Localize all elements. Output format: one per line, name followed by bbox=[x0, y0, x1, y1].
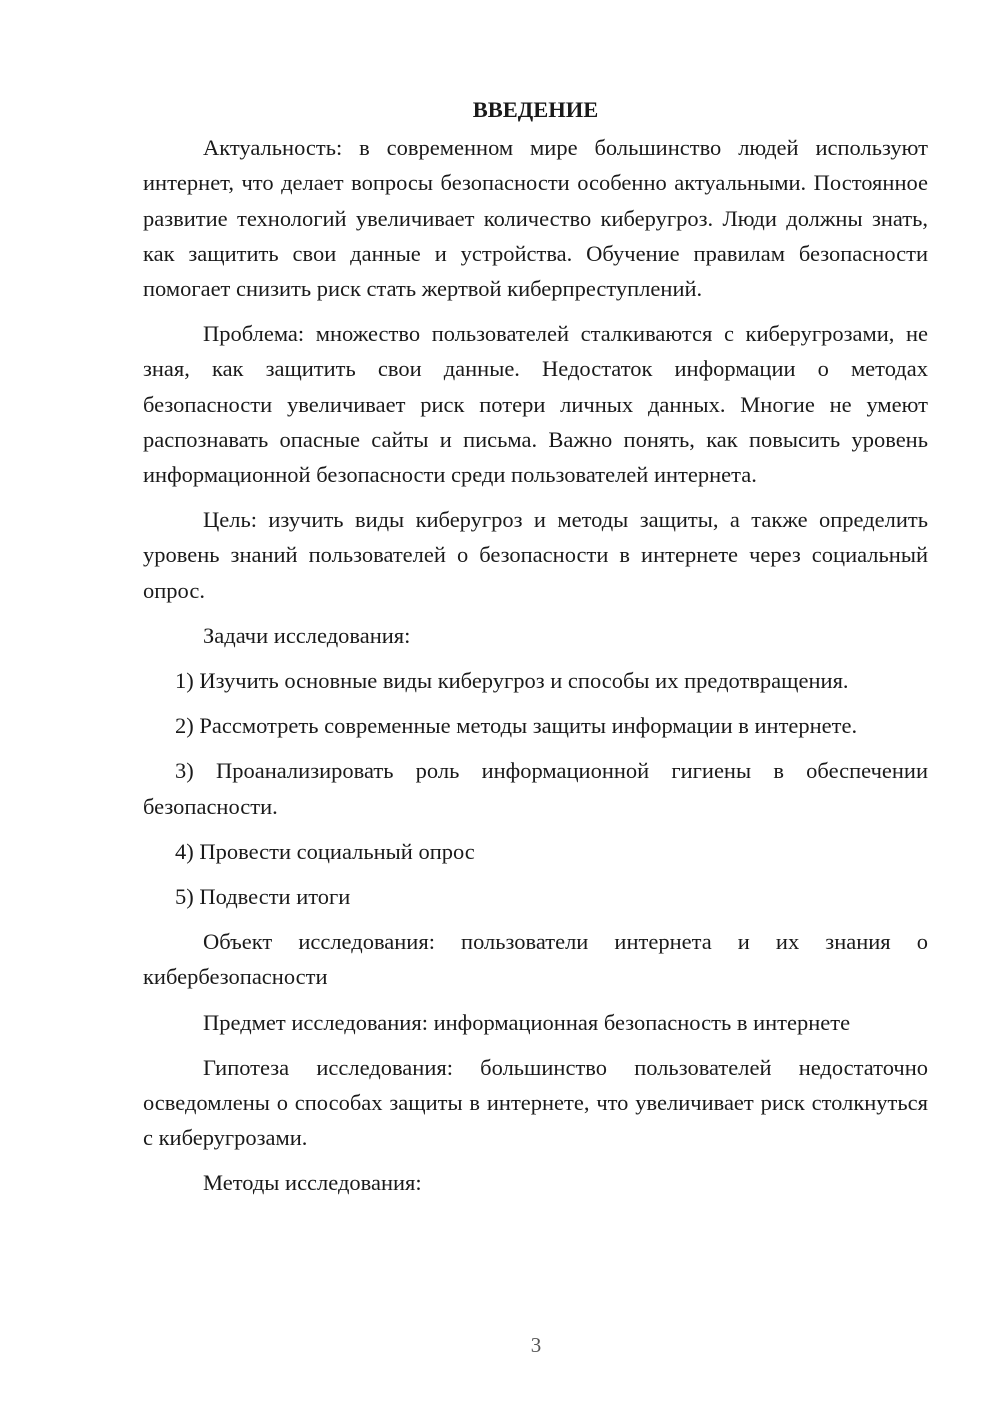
task-item: 5) Подвести итоги bbox=[175, 884, 351, 910]
paragraph-problem: Проблема: множество пользователей сталкиваются с киберугрозами, не зная, как защитить свои данные. Недостаток информации о методах безопасности увеличивает риск потери личных данных. Многие не умеют распознавать опасные сайты и письма. Важно понять, как повысить уровень информационной безопасности среди пользователей интернета. bbox=[143, 321, 928, 488]
task-item: 2) Рассмотреть современные методы защиты информации в интернете. bbox=[175, 713, 858, 739]
paragraph-methods: Методы исследования: bbox=[203, 1170, 422, 1196]
task-item: 4) Провести социальный опрос bbox=[175, 838, 475, 864]
paragraph-goal: Цель: изучить виды киберугроз и методы защиты, а также определить уровень знаний пользователей о безопасности в интернете через социальный опрос. bbox=[143, 507, 928, 603]
task-item: 3) Проанализировать роль информационной гигиены в обеспечении безопасности. bbox=[143, 758, 928, 819]
paragraph-hypothesis: Гипотеза исследования: большинство пользователей недостаточно осведомлены о способах защиты в интернете, что увеличивает риск столкнуться с киберугрозами. bbox=[143, 1054, 928, 1151]
paragraph-tasks-intro: Задачи исследования: bbox=[203, 622, 411, 648]
paragraph-object: Объект исследования: пользователи интернета и их знания о кибербезопасности bbox=[143, 929, 928, 990]
page-content bbox=[143, 92, 928, 1211]
task-item: 1) Изучить основные виды киберугроз и способы их предотвращения. bbox=[175, 668, 849, 694]
section-heading: ВВЕДЕНИЕ bbox=[472, 97, 599, 122]
paragraph-subject: Предмет исследования: информационная безопасность в интернете bbox=[203, 1009, 851, 1035]
page-number: 3 bbox=[530, 1333, 542, 1357]
paragraph-relevance: Актуальность: в современном мире большинство людей используют интернет, что делает вопросы безопасности особенно актуальными. Постоянное развитие технологий увеличивает количество киберугроз. Люди должны знать, как защитить свои данные и устройства. Обучение правилам безопасности помогает снизить риск стать жертвой киберпреступлений. bbox=[143, 135, 928, 302]
